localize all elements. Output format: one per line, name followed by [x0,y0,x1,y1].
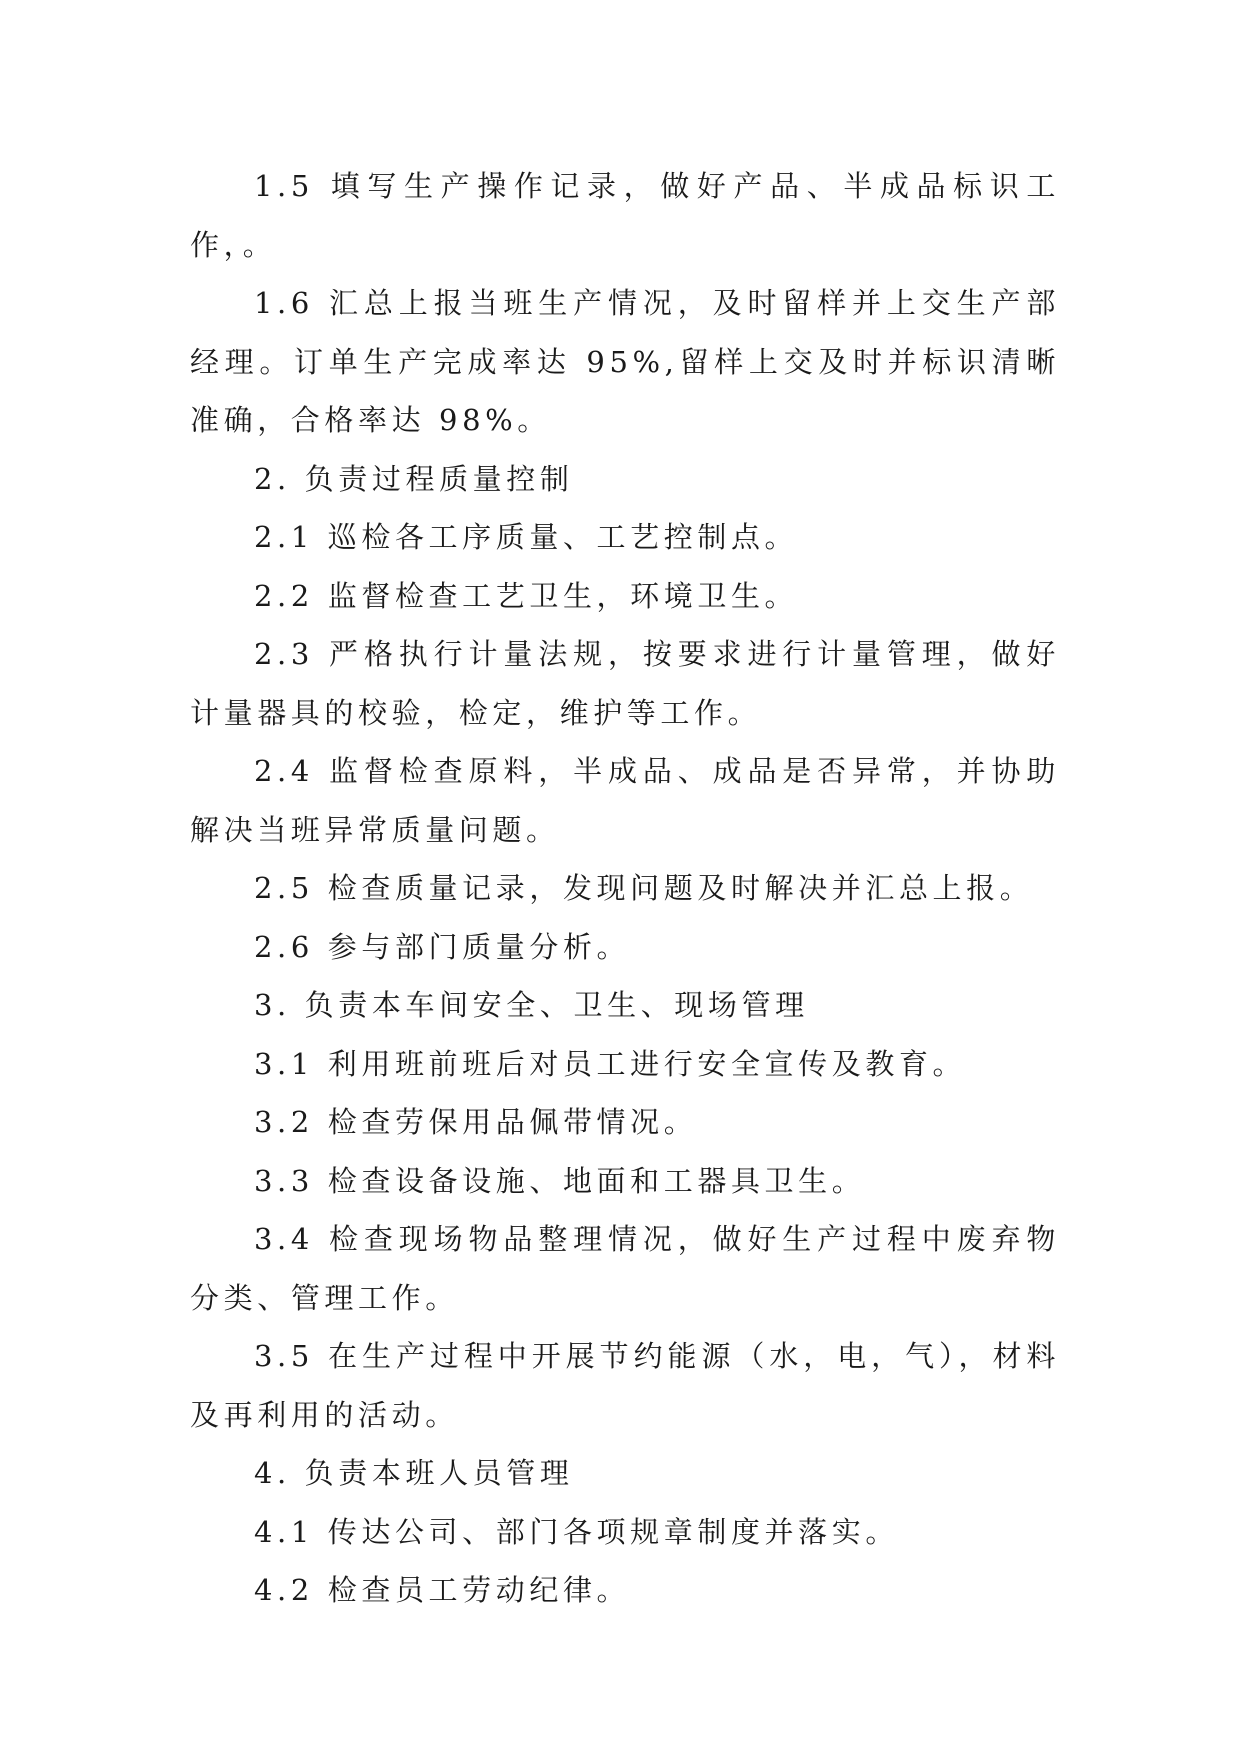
paragraph-3-2: 3.2 检查劳保用品佩带情况。 [254,1105,698,1139]
paragraph-2-6: 2.6 参与部门质量分析。 [254,929,631,964]
section-heading-4: 4. 负责本班人员管理 [254,1456,574,1490]
paragraph-1-6: 1.6 汇总上报当班生产情况，及时留样并上交生产部经理。订单生产完成率达 95%,留样上交及时并标识清晰准确，合格率达 98%。 [190,286,1060,437]
paragraph-2-5: 2.5 检查质量记录，发现问题及时解决并汇总上报。 [254,871,1034,905]
paragraph-2-4: 2.4 监督检查原料，半成品、成品是否异常，并协助解决当班异常质量问题。 [190,754,1060,847]
paragraph-2-1: 2.1 巡检各工序质量、工艺控制点。 [254,520,799,554]
paragraph-2-2: 2.2 监督检查工艺卫生，环境卫生。 [254,578,799,613]
paragraph-3-3: 3.3 检查设备设施、地面和工器具卫生。 [254,1163,866,1198]
paragraph-3-1: 3.1 利用班前班后对员工进行安全宣传及教育。 [254,1046,967,1081]
paragraph-2-3: 2.3 严格执行计量法规，按要求进行计量管理，做好计量器具的校验，检定，维护等工作。 [190,637,1060,730]
section-heading-2: 2. 负责过程质量控制 [254,461,574,496]
section-heading-3: 3. 负责本车间安全、卫生、现场管理 [254,988,809,1022]
paragraph-1-5: 1.5 填写生产操作记录，做好产品、半成品标识工作，。 [190,169,1060,262]
document-body [190,157,1060,1620]
paragraph-3-5: 3.5 在生产过程中开展节约能源（水，电，气），材料及再利用的活动。 [190,1339,1060,1432]
paragraph-4-1: 4.1 传达公司、部门各项规章制度并落实。 [254,1514,899,1549]
paragraph-3-4: 3.4 检查现场物品整理情况，做好生产过程中废弃物分类、管理工作。 [190,1222,1060,1315]
paragraph-4-2: 4.2 检查员工劳动纪律。 [254,1573,631,1607]
